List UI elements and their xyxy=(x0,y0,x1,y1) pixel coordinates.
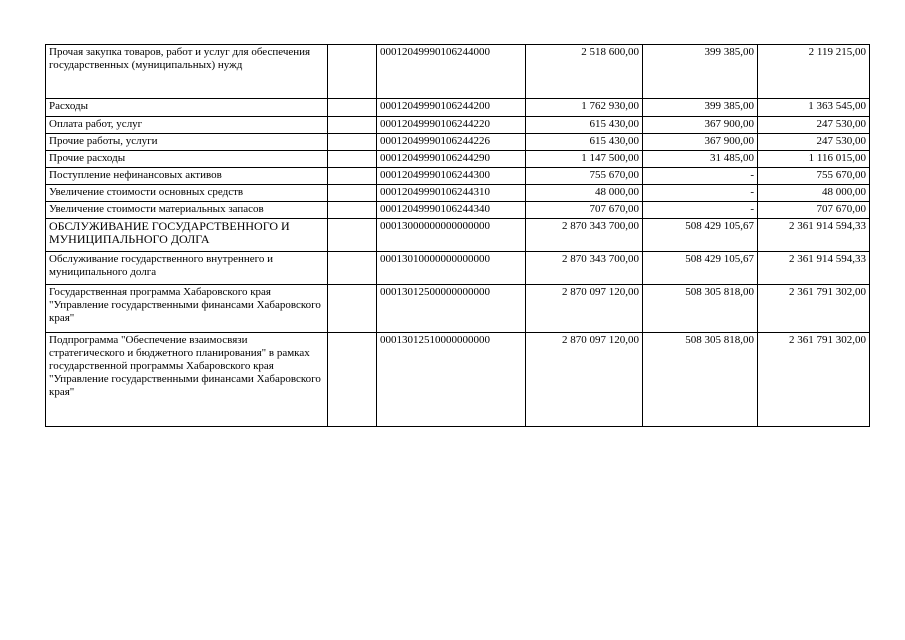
row-approved-cell: 2 870 097 120,00 xyxy=(526,333,643,427)
row-code-cell: 00012049990106244340 xyxy=(377,202,526,219)
table-row xyxy=(46,117,870,134)
row-name-cell: Прочие работы, услуги xyxy=(46,134,328,151)
row-code-cell: 00013010000000000000 xyxy=(377,252,526,285)
row-executed-cell: 508 429 105,67 xyxy=(643,219,758,252)
row-name-cell: Увеличение стоимости основных средств xyxy=(46,185,328,202)
row-blank-cell xyxy=(328,134,377,151)
row-blank-cell xyxy=(328,45,377,99)
row-approved-cell: 615 430,00 xyxy=(526,117,643,134)
row-blank-cell xyxy=(328,185,377,202)
row-remaining-cell: 2 361 914 594,33 xyxy=(758,219,870,252)
row-approved-cell: 615 430,00 xyxy=(526,134,643,151)
row-name-cell: Прочая закупка товаров, работ и услуг для обеспечения государственных (муниципальных) нужд xyxy=(46,45,328,99)
row-executed-cell: 399 385,00 xyxy=(643,99,758,117)
row-name-cell: Государственная программа Хабаровского края "Управление государственными финансами Хабаровского края" xyxy=(46,285,328,333)
table-row xyxy=(46,333,870,427)
row-blank-cell xyxy=(328,285,377,333)
table-row xyxy=(46,252,870,285)
row-blank-cell xyxy=(328,117,377,134)
row-approved-cell: 2 870 343 700,00 xyxy=(526,252,643,285)
row-name-cell: Оплата работ, услуг xyxy=(46,117,328,134)
row-remaining-cell: 48 000,00 xyxy=(758,185,870,202)
row-executed-cell: - xyxy=(643,202,758,219)
row-code-cell: 00012049990106244220 xyxy=(377,117,526,134)
row-blank-cell xyxy=(328,219,377,252)
row-approved-cell: 48 000,00 xyxy=(526,185,643,202)
row-code-cell: 00013012500000000000 xyxy=(377,285,526,333)
row-name-cell: Подпрограмма "Обеспечение взаимосвязи стратегического и бюджетного планирования" в рамках государственной программы Хабаровского края "Управление государственными финансами Хабаровского края" xyxy=(46,333,328,427)
row-executed-cell: 508 305 818,00 xyxy=(643,333,758,427)
row-name-cell: Расходы xyxy=(46,99,328,117)
table-row xyxy=(46,134,870,151)
table-row xyxy=(46,168,870,185)
row-code-cell: 00013012510000000000 xyxy=(377,333,526,427)
table-row xyxy=(46,285,870,333)
row-code-cell: 00012049990106244300 xyxy=(377,168,526,185)
row-executed-cell: 508 305 818,00 xyxy=(643,285,758,333)
row-approved-cell: 1 147 500,00 xyxy=(526,151,643,168)
table-row xyxy=(46,151,870,168)
row-executed-cell: 367 900,00 xyxy=(643,117,758,134)
table-row xyxy=(46,185,870,202)
row-name-cell: Обслуживание государственного внутреннего и муниципального долга xyxy=(46,252,328,285)
row-approved-cell: 2 870 097 120,00 xyxy=(526,285,643,333)
row-remaining-cell: 247 530,00 xyxy=(758,134,870,151)
table-body xyxy=(46,45,870,427)
row-executed-cell: 31 485,00 xyxy=(643,151,758,168)
table-row xyxy=(46,202,870,219)
table-row xyxy=(46,219,870,252)
row-remaining-cell: 2 361 791 302,00 xyxy=(758,285,870,333)
row-name-cell: Прочие расходы xyxy=(46,151,328,168)
row-executed-cell: - xyxy=(643,168,758,185)
row-name-cell: Поступление нефинансовых активов xyxy=(46,168,328,185)
row-code-cell: 00012049990106244200 xyxy=(377,99,526,117)
row-code-cell: 00012049990106244290 xyxy=(377,151,526,168)
row-blank-cell xyxy=(328,99,377,117)
row-approved-cell: 2 518 600,00 xyxy=(526,45,643,99)
row-executed-cell: 399 385,00 xyxy=(643,45,758,99)
row-executed-cell: 367 900,00 xyxy=(643,134,758,151)
row-remaining-cell: 755 670,00 xyxy=(758,168,870,185)
row-blank-cell xyxy=(328,151,377,168)
row-approved-cell: 755 670,00 xyxy=(526,168,643,185)
row-remaining-cell: 2 361 791 302,00 xyxy=(758,333,870,427)
table-row xyxy=(46,45,870,99)
row-approved-cell: 2 870 343 700,00 xyxy=(526,219,643,252)
row-approved-cell: 707 670,00 xyxy=(526,202,643,219)
row-remaining-cell: 1 116 015,00 xyxy=(758,151,870,168)
table-row xyxy=(46,99,870,117)
row-remaining-cell: 2 119 215,00 xyxy=(758,45,870,99)
row-blank-cell xyxy=(328,202,377,219)
row-name-cell: Увеличение стоимости материальных запасов xyxy=(46,202,328,219)
row-remaining-cell: 247 530,00 xyxy=(758,117,870,134)
row-code-cell: 00012049990106244000 xyxy=(377,45,526,99)
row-code-cell: 00012049990106244226 xyxy=(377,134,526,151)
row-remaining-cell: 707 670,00 xyxy=(758,202,870,219)
row-blank-cell xyxy=(328,333,377,427)
row-remaining-cell: 1 363 545,00 xyxy=(758,99,870,117)
row-code-cell: 00012049990106244310 xyxy=(377,185,526,202)
row-blank-cell xyxy=(328,252,377,285)
row-remaining-cell: 2 361 914 594,33 xyxy=(758,252,870,285)
row-blank-cell xyxy=(328,168,377,185)
row-name-cell: ОБСЛУЖИВАНИЕ ГОСУДАРСТВЕННОГО И МУНИЦИПАЛЬНОГО ДОЛГА xyxy=(46,219,328,252)
row-executed-cell: 508 429 105,67 xyxy=(643,252,758,285)
row-code-cell: 00013000000000000000 xyxy=(377,219,526,252)
row-approved-cell: 1 762 930,00 xyxy=(526,99,643,117)
budget-execution-table xyxy=(45,44,870,427)
row-executed-cell: - xyxy=(643,185,758,202)
